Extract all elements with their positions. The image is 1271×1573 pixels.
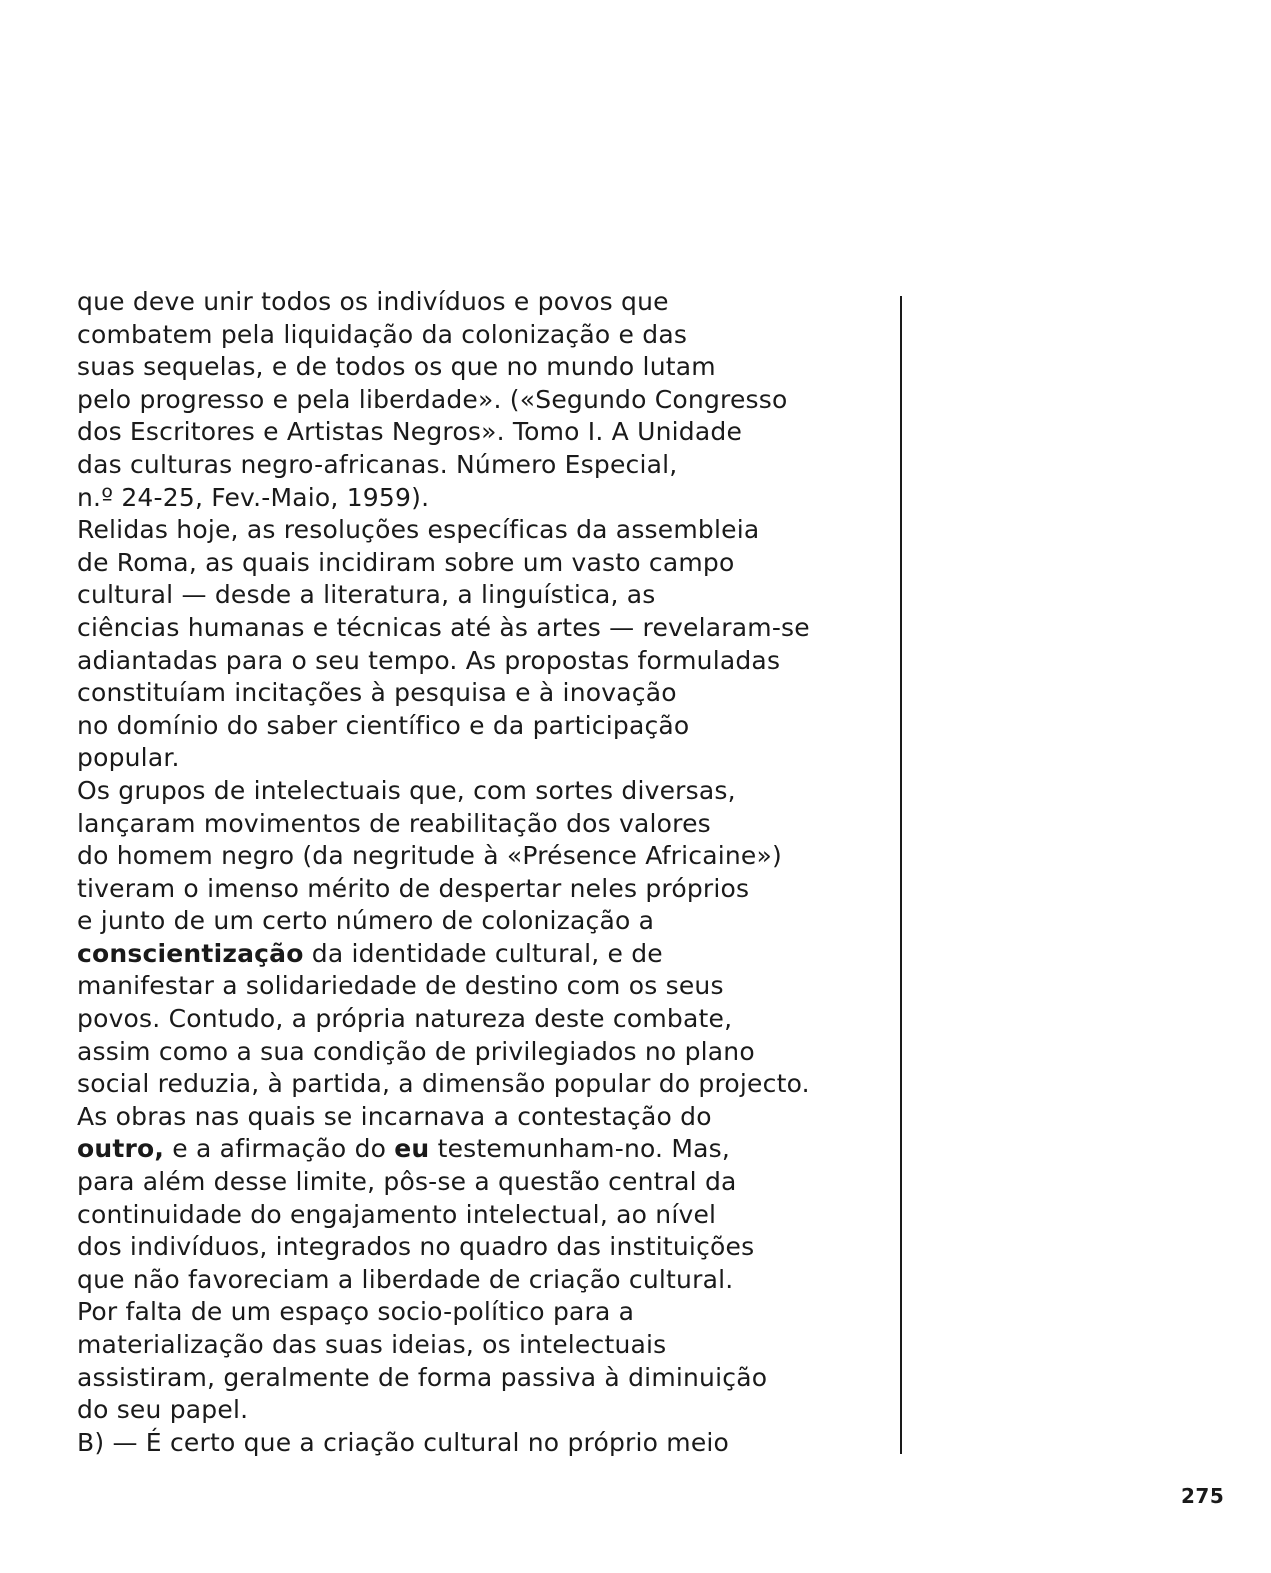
text-line: adiantadas para o seu tempo. As propostas formuladas (77, 645, 781, 675)
text-line: no domínio do saber científico e da participação (77, 710, 690, 740)
text-line: constituíam incitações à pesquisa e à inovação (77, 678, 677, 708)
text-fragment: da identidade cultural, e de (303, 938, 663, 968)
vertical-rule (900, 296, 902, 1454)
text-line: das culturas negro-africanas. Número Especial, (77, 449, 678, 479)
text-line: continuidade do engajamento intelectual, ao nível (77, 1199, 717, 1229)
text-line: Relidas hoje, as resoluções específicas da assembleia (77, 515, 760, 545)
text-fragment: testemunham-no. Mas, (429, 1134, 731, 1164)
text-fragment: e a afirmação do (164, 1134, 395, 1164)
emphasis-outro: outro, (77, 1134, 165, 1164)
text-line: suas sequelas, e de todos os que no mundo lutam (77, 352, 716, 382)
text-line: dos Escritores e Artistas Negros». Tomo I. A Unidade (77, 417, 743, 447)
text-line (77, 1133, 897, 1166)
emphasis-eu: eu (394, 1134, 430, 1164)
text-line: tiveram o imenso mérito de despertar neles próprios (77, 873, 750, 903)
text-line: povos. Contudo, a própria natureza deste combate, (77, 1004, 733, 1034)
text-line: dos indivíduos, integrados no quadro das instituições (77, 1232, 755, 1262)
text-line: popular. (77, 743, 180, 773)
text-line: ciências humanas e técnicas até às artes — revelaram-se (77, 612, 810, 642)
text-line: Os grupos de intelectuais que, com sortes diversas, (77, 775, 736, 805)
emphasis-conscientizacao: conscientização (77, 938, 304, 968)
text-line: do seu papel. (77, 1395, 249, 1425)
text-line: Por falta de um espaço socio-político para a (77, 1297, 635, 1327)
text-line: pelo progresso e pela liberdade». («Segundo Congresso (77, 384, 788, 414)
text-line (77, 938, 897, 971)
text-line: combatem pela liquidação da colonização e das (77, 319, 688, 349)
text-line: que não favoreciam a liberdade de criação cultural. (77, 1264, 734, 1294)
text-line: assim como a sua condição de privilegiados no plano (77, 1036, 755, 1066)
text-line: do homem negro (da negritude à «Présence Africaine») (77, 841, 782, 871)
text-line: cultural — desde a literatura, a linguística, as (77, 580, 656, 610)
text-line: social reduzia, à partida, a dimensão popular do projecto. (77, 1069, 810, 1099)
text-line: que deve unir todos os indivíduos e povos que (77, 287, 669, 316)
text-line: As obras nas quais se incarnava a contestação do (77, 1101, 712, 1131)
text-line: e junto de um certo número de colonização a (77, 906, 655, 936)
text-line: n.º 24-25, Fev.-Maio, 1959). (77, 482, 430, 512)
text-line: B) — É certo que a criação cultural no próprio meio (77, 1427, 730, 1457)
body-text (77, 286, 897, 1459)
text-line: materialização das suas ideias, os intelectuais (77, 1330, 667, 1359)
text-line: manifestar a solidariedade de destino com os seus (77, 971, 724, 1001)
text-line: de Roma, as quais incidiram sobre um vasto campo (77, 547, 735, 577)
text-line: para além desse limite, pôs-se a questão central da (77, 1167, 737, 1197)
page-number: 275 (1181, 1484, 1225, 1508)
text-line: assistiram, geralmente de forma passiva à diminuição (77, 1362, 768, 1392)
text-line: lançaram movimentos de reabilitação dos valores (77, 808, 711, 838)
